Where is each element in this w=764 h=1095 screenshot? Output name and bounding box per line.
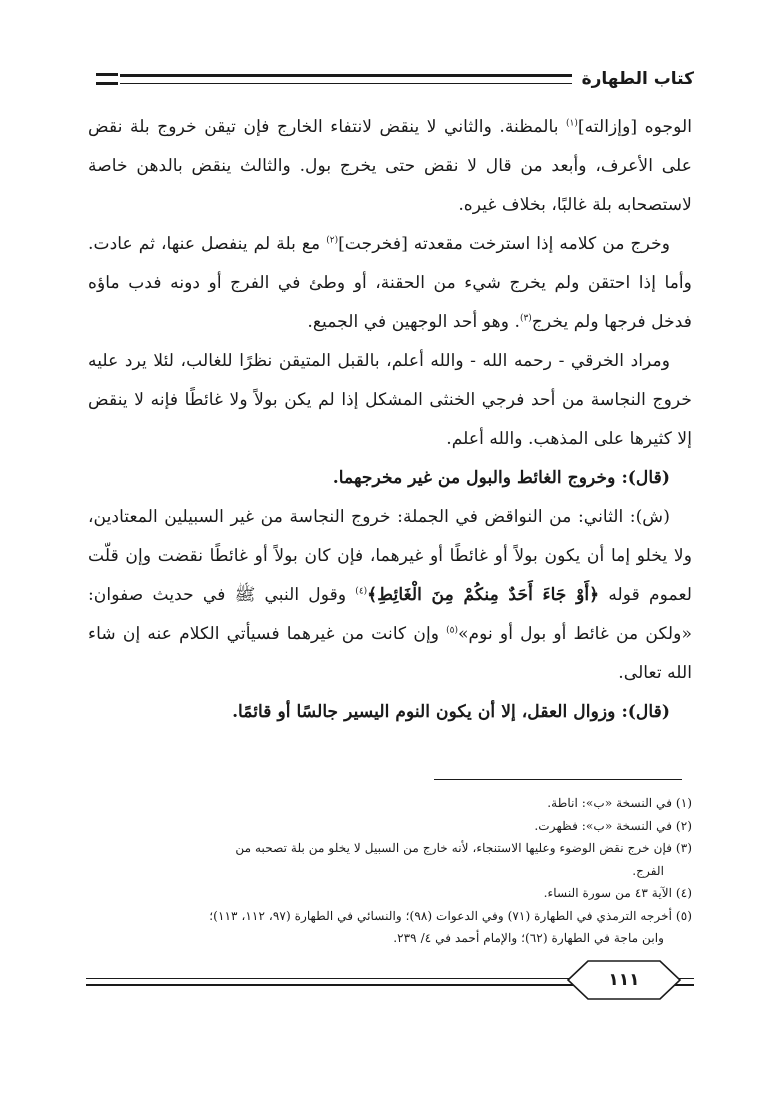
footnote-ref: (٥) <box>446 625 459 636</box>
matn-statement: (قال): وزوال العقل، إلا أن يكون النوم اليسير جالسًا أو قائمًا. <box>232 702 670 722</box>
matn-statement: (قال): وخروج الغائط والبول من غير مخرجهما. <box>332 468 670 488</box>
footnote: (٤) الآية ٤٣ من سورة النساء. <box>543 886 692 900</box>
footnote: (٢) في النسخة «ب»: فظهرت. <box>534 818 692 833</box>
paragraph-text: وخرج من كلامه إذا استرخت مقعدته [فخرجت] <box>338 234 670 254</box>
page-header <box>86 66 694 92</box>
paragraph-text: . وهو أحد الوجهين في الجميع. <box>307 312 520 332</box>
paragraph: ومراد الخرقي - رحمه الله - والله أعلم، بالقبل المتيقن نظرًا للغالب، لئلا يرد عليه خروج النجاسة من أحد فرجي الخنثى المشكل إذا لم يكن بولاً ولا غائطًا فإنه لا ينقض إلا كثيرها على المذهب. والله أعلم. <box>88 351 692 449</box>
header-ornament <box>96 73 118 85</box>
paragraph-text: وقول النبي ﷺ في حديث صفوان: «ولكن من غائط أو بول أو نوم» <box>88 585 692 644</box>
paragraph-text: الوجوه [وإزالته] <box>577 117 692 137</box>
page-footer <box>86 958 694 1002</box>
quran-verse: ﴿أَوْ جَاءَ أَحَدٌ مِنكُمْ مِنَ الْغَائِطِ﴾ <box>367 585 600 605</box>
footnote-ref: (٣) <box>519 313 532 324</box>
paragraph-text: مع بلة لم ينفصل عنها، ثم عادت. وأما إذا احتقن ولم يخرج شيء من الحقنة، أو وطئ في الفرج أو دونه فدب ماؤه فدخل فرجها ولم يخرج <box>88 234 692 332</box>
header-rule <box>120 74 572 84</box>
footnote-divider <box>434 779 682 780</box>
footnote-ref: (١) <box>566 118 578 129</box>
paragraph <box>88 108 692 225</box>
running-title: كتاب الطهارة <box>581 69 694 89</box>
footnotes <box>94 792 692 950</box>
footnote-continuation: الفرج. <box>632 863 664 878</box>
paragraph <box>88 225 692 342</box>
paragraph-text: وإن كانت من غيرهما فسيأتي الكلام عنه إن شاء الله تعالى. <box>88 624 692 683</box>
paragraph <box>88 498 692 693</box>
footnote: (٥) أخرجه الترمذي في الطهارة (٧١) وفي الدعوات (٩٨)؛ والنسائي في الطهارة (٩٧، ١١٢، ١١٣)؛ <box>209 908 692 923</box>
footnote: (١) في النسخة «ب»: اناطة. <box>547 796 692 810</box>
footnote-ref: (٤) <box>355 586 368 597</box>
paragraph-text: (ش): الثاني: من النواقض في الجملة: خروج النجاسة من غير السبيلين المعتادين، ولا يخلو إما أن يكون بولاً أو غائطًا أو غيرهما، فإن كان بولاً أو غائطًا نقضت وإن قلّت لعموم قوله <box>88 507 692 605</box>
main-text <box>88 108 692 732</box>
footnote: (٣) فإن خرج نقض الوضوء وعليها الاستنجاء، لأنه خارج من السبيل لا يخلو من بلة تصحبه من <box>235 841 692 855</box>
footnote-continuation: وابن ماجة في الطهارة (٦٢)؛ والإمام أحمد في ٤/ ٢٣٩. <box>393 931 664 945</box>
footnote-ref: (٢) <box>326 235 339 246</box>
paragraph-text: بالمظنة. والثاني لا ينقض لانتفاء الخارج فإن تيقن خروج بلة نقض على الأعرف، وأبعد من قال لا نقض حتى يخرج بول. والثالث ينقض بالدهن خاصة لاستصحابه بلة غالبًا، بخلاف غيره. <box>88 117 692 215</box>
page-number: ١١١ <box>608 970 640 990</box>
